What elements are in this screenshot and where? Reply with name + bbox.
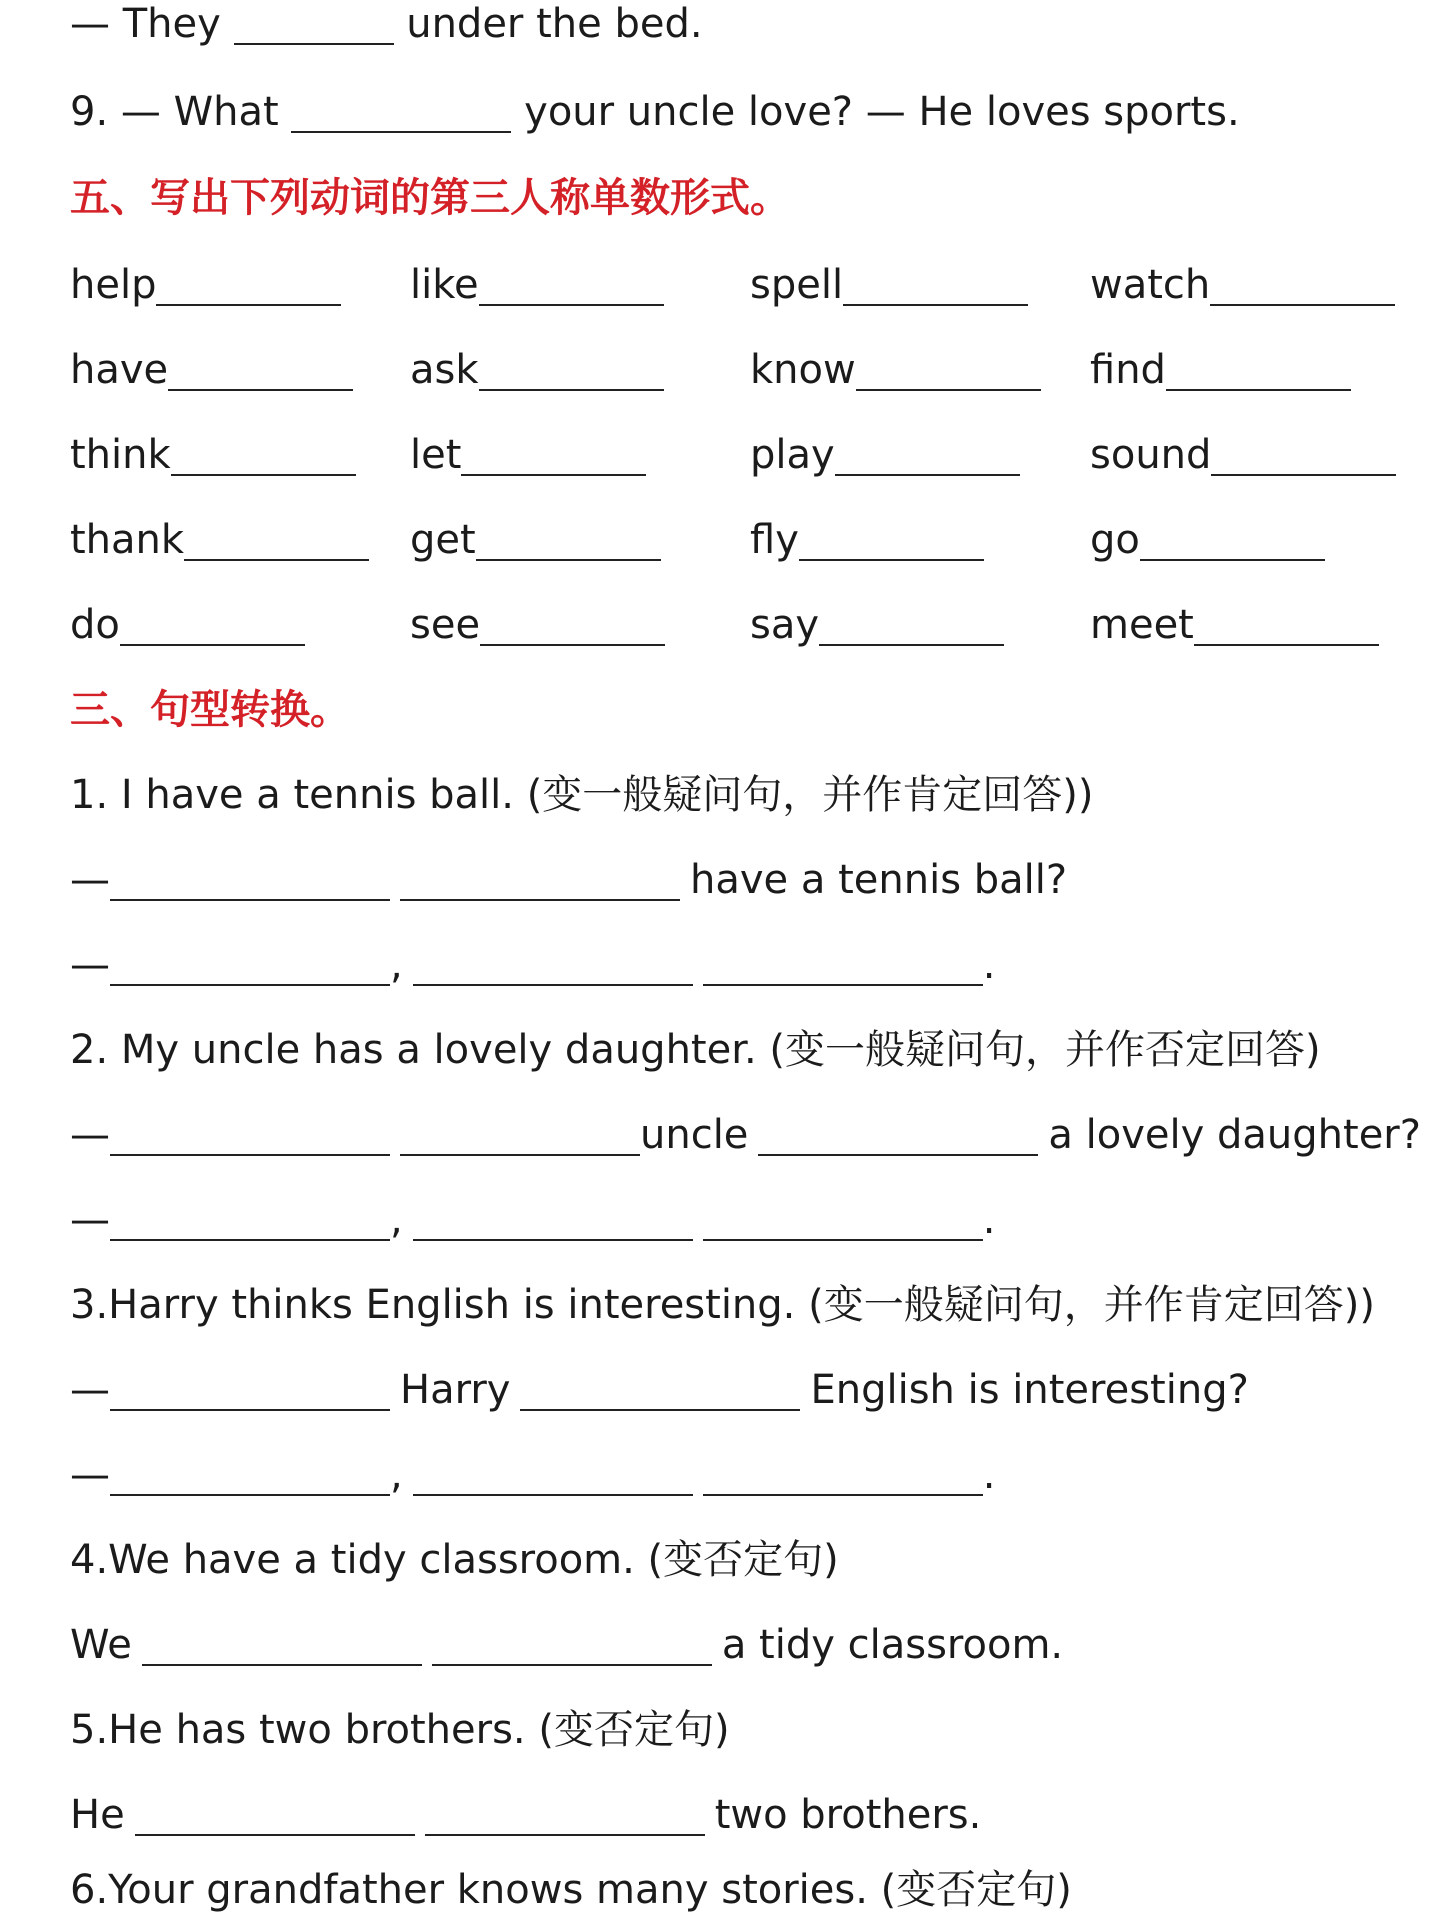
fill-blank[interactable] bbox=[819, 602, 1004, 646]
question-3-answer-b bbox=[70, 1445, 995, 1505]
verb-cell bbox=[750, 425, 1020, 485]
verb-cell bbox=[750, 595, 1004, 655]
question-3: 3.Harry thinks English is interesting. (变一般疑问句，并作肯定回答)) bbox=[70, 1282, 1375, 1328]
fill-blank[interactable] bbox=[432, 1622, 712, 1666]
comma: , bbox=[390, 942, 403, 988]
question-5-answer-prefix: He bbox=[70, 1792, 125, 1838]
verb-cell bbox=[410, 425, 646, 485]
verb-cell bbox=[750, 255, 1028, 315]
fill-blank[interactable] bbox=[1140, 517, 1325, 561]
fill-blank[interactable] bbox=[171, 432, 356, 476]
item-8-prefix: — They bbox=[70, 1, 221, 47]
question-3-answer-a-mid: Harry bbox=[400, 1367, 511, 1413]
fill-blank[interactable] bbox=[703, 942, 983, 986]
fill-blank[interactable] bbox=[135, 1792, 415, 1836]
verb-cell bbox=[70, 255, 341, 315]
period: . bbox=[982, 942, 996, 988]
verb-cell bbox=[70, 595, 305, 655]
verb-cell bbox=[750, 340, 1041, 400]
verb-label: have bbox=[70, 347, 169, 393]
fill-blank[interactable] bbox=[1210, 262, 1395, 306]
question-2-answer-a-suffix: a lovely daughter? bbox=[1048, 1112, 1421, 1158]
question-5-answer-suffix: two brothers. bbox=[714, 1792, 982, 1838]
fill-blank[interactable] bbox=[413, 942, 693, 986]
fill-blank[interactable] bbox=[461, 432, 646, 476]
question-1-answer-a bbox=[70, 850, 1067, 910]
period: . bbox=[982, 1452, 996, 1498]
verb-label: do bbox=[70, 602, 120, 648]
fill-blank[interactable] bbox=[400, 1112, 640, 1156]
fill-blank[interactable] bbox=[110, 857, 390, 901]
verb-cell bbox=[1090, 340, 1351, 400]
comma: , bbox=[390, 1452, 403, 1498]
section-3-heading: 三、句型转换。 bbox=[70, 687, 350, 733]
verb-label: know bbox=[750, 347, 856, 393]
question-6: 6.Your grandfather knows many stories. (变否定句) bbox=[70, 1867, 1072, 1913]
fill-blank[interactable] bbox=[413, 1197, 693, 1241]
verb-cell bbox=[1090, 595, 1379, 655]
verb-label: say bbox=[750, 602, 820, 648]
verb-cell bbox=[70, 425, 356, 485]
question-1: 1. I have a tennis ball. (变一般疑问句，并作肯定回答)) bbox=[70, 772, 1094, 818]
question-2-answer-a bbox=[70, 1105, 1421, 1165]
fill-blank[interactable] bbox=[400, 857, 680, 901]
verb-label: help bbox=[70, 262, 157, 308]
comma: , bbox=[390, 1197, 403, 1243]
fill-blank[interactable] bbox=[1194, 602, 1379, 646]
verb-label: think bbox=[70, 432, 171, 478]
fill-blank[interactable] bbox=[799, 517, 984, 561]
fill-blank[interactable] bbox=[110, 1112, 390, 1156]
verb-cell bbox=[1090, 510, 1325, 570]
period: . bbox=[982, 1197, 996, 1243]
section-5-heading: 五、写出下列动词的第三人称单数形式。 bbox=[70, 175, 790, 221]
dash: — bbox=[70, 942, 110, 988]
verb-cell bbox=[1090, 425, 1396, 485]
question-4-answer-prefix: We bbox=[70, 1622, 132, 1668]
question-2: 2. My uncle has a lovely daughter. (变一般疑问句，并作否定回答) bbox=[70, 1027, 1321, 1073]
verb-cell bbox=[410, 255, 664, 315]
question-2-answer-a-mid: uncle bbox=[640, 1112, 749, 1158]
fill-blank[interactable] bbox=[110, 1367, 390, 1411]
dash: — bbox=[70, 1452, 110, 1498]
verb-label: see bbox=[410, 602, 481, 648]
dash: — bbox=[70, 857, 110, 903]
fill-blank[interactable] bbox=[142, 1622, 422, 1666]
verb-label: watch bbox=[1090, 262, 1211, 308]
verb-label: thank bbox=[70, 517, 185, 563]
question-1-answer-b bbox=[70, 935, 995, 995]
dash: — bbox=[70, 1367, 110, 1413]
fill-blank[interactable] bbox=[758, 1112, 1038, 1156]
question-1-answer-a-suffix: have a tennis ball? bbox=[690, 857, 1068, 903]
fill-blank[interactable] bbox=[110, 1452, 390, 1496]
item-8-suffix: under the bed. bbox=[406, 1, 703, 47]
fill-blank[interactable] bbox=[703, 1452, 983, 1496]
dash: — bbox=[70, 1197, 110, 1243]
fill-blank[interactable] bbox=[234, 1, 394, 45]
fill-blank[interactable] bbox=[479, 347, 664, 391]
verb-label: ask bbox=[410, 347, 479, 393]
fill-blank[interactable] bbox=[291, 89, 511, 133]
question-3-answer-a bbox=[70, 1360, 1249, 1420]
dash: — bbox=[70, 1112, 110, 1158]
fill-blank[interactable] bbox=[425, 1792, 705, 1836]
verb-label: find bbox=[1090, 347, 1166, 393]
item-9-suffix: your uncle love? — He loves sports. bbox=[524, 89, 1240, 135]
item-8-answer-line bbox=[70, 0, 703, 54]
verb-label: play bbox=[750, 432, 835, 478]
item-9-line bbox=[70, 82, 1240, 142]
fill-blank[interactable] bbox=[1211, 432, 1396, 476]
fill-blank[interactable] bbox=[413, 1452, 693, 1496]
question-3-answer-a-suffix: English is interesting? bbox=[810, 1367, 1249, 1413]
fill-blank[interactable] bbox=[110, 942, 390, 986]
question-4: 4.We have a tidy classroom. (变否定句) bbox=[70, 1537, 839, 1583]
verb-label: like bbox=[410, 262, 479, 308]
verb-label: spell bbox=[750, 262, 844, 308]
question-4-answer-suffix: a tidy classroom. bbox=[721, 1622, 1064, 1668]
verb-label: go bbox=[1090, 517, 1140, 563]
question-5-answer bbox=[70, 1785, 981, 1845]
verb-cell bbox=[750, 510, 984, 570]
fill-blank[interactable] bbox=[168, 347, 353, 391]
fill-blank[interactable] bbox=[843, 262, 1028, 306]
fill-blank[interactable] bbox=[856, 347, 1041, 391]
question-4-answer bbox=[70, 1615, 1063, 1675]
verb-label: get bbox=[410, 517, 476, 563]
verb-label: sound bbox=[1090, 432, 1212, 478]
fill-blank[interactable] bbox=[703, 1197, 983, 1241]
fill-blank[interactable] bbox=[110, 1197, 390, 1241]
fill-blank[interactable] bbox=[476, 517, 661, 561]
verb-cell bbox=[410, 595, 665, 655]
verb-label: meet bbox=[1090, 602, 1194, 648]
question-2-answer-b bbox=[70, 1190, 995, 1250]
verb-cell bbox=[1090, 255, 1395, 315]
verb-cell bbox=[410, 340, 664, 400]
verb-label: let bbox=[410, 432, 462, 478]
item-9-prefix: 9. — What bbox=[70, 89, 279, 135]
question-5: 5.He has two brothers. (变否定句) bbox=[70, 1707, 730, 1753]
fill-blank[interactable] bbox=[120, 602, 305, 646]
fill-blank[interactable] bbox=[1166, 347, 1351, 391]
fill-blank[interactable] bbox=[835, 432, 1020, 476]
verb-cell bbox=[70, 510, 369, 570]
fill-blank[interactable] bbox=[479, 262, 664, 306]
fill-blank[interactable] bbox=[520, 1367, 800, 1411]
fill-blank[interactable] bbox=[156, 262, 341, 306]
fill-blank[interactable] bbox=[480, 602, 665, 646]
fill-blank[interactable] bbox=[184, 517, 369, 561]
verb-cell bbox=[70, 340, 353, 400]
verb-cell bbox=[410, 510, 661, 570]
verb-label: fly bbox=[750, 517, 799, 563]
